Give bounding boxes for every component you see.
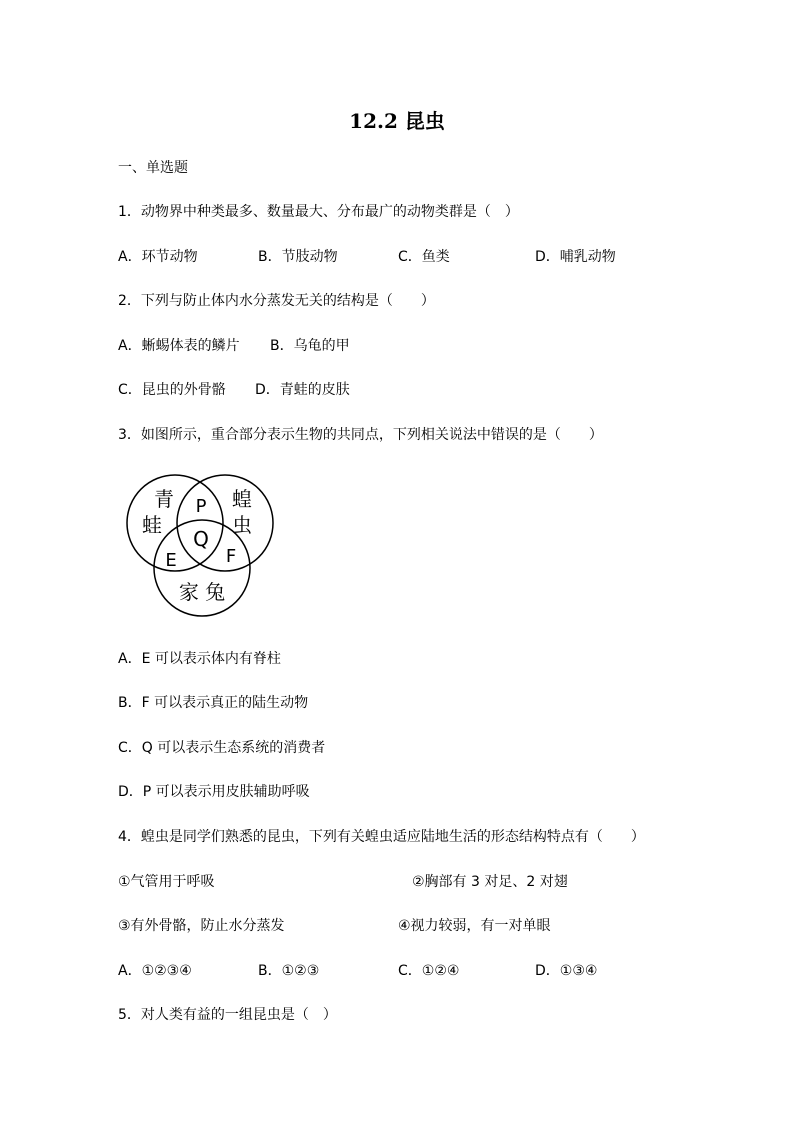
q1-option-b: B．节肢动物 xyxy=(258,249,338,265)
q2-option-d: D．青蛙的皮肤 xyxy=(255,382,350,398)
question-4-stem: 4．蝗虫是同学们熟悉的昆虫，下列有关蝗虫适应陆地生活的形态结构特点有（ ） xyxy=(118,829,645,845)
label-frog-1: 青 xyxy=(154,487,174,511)
q1-option-a: A．环节动物 xyxy=(118,249,198,265)
q1-option-d: D．哺乳动物 xyxy=(535,249,616,265)
q4-option-a: A．①②③④ xyxy=(118,963,192,979)
q4-item-2: ②胸部有 3 对足、2 对翅 xyxy=(412,874,568,890)
q4-item-4: ④视力较弱，有一对单眼 xyxy=(398,918,551,934)
q3-option-c: C．Q 可以表示生态系统的消费者 xyxy=(118,740,326,756)
question-5-stem: 5．对人类有益的一组昆虫是（ ） xyxy=(118,1007,337,1023)
question-2-stem: 2．下列与防止体内水分蒸发无关的结构是（ ） xyxy=(118,293,435,309)
label-frog-2: 蛙 xyxy=(142,513,162,537)
q3-option-d: D．P 可以表示用皮肤辅助呼吸 xyxy=(118,784,310,800)
q4-option-c: C．①②④ xyxy=(398,963,460,979)
q2-option-a: A．蜥蜴体表的鳞片 xyxy=(118,338,240,354)
q2-option-b: B．乌龟的甲 xyxy=(270,338,350,354)
label-e: E xyxy=(165,550,177,571)
label-locust-1: 蝗 xyxy=(232,487,252,511)
label-q: Q xyxy=(193,527,209,551)
q3-option-a: A．E 可以表示体内有脊柱 xyxy=(118,651,281,667)
q1-option-c: C．鱼类 xyxy=(398,249,450,265)
q4-option-d: D．①③④ xyxy=(535,963,598,979)
label-locust-2: 虫 xyxy=(232,513,252,537)
question-3-stem: 3．如图所示，重合部分表示生物的共同点，下列相关说法中错误的是（ ） xyxy=(118,427,603,443)
label-p: P xyxy=(195,496,207,517)
label-rabbit: 家 兔 xyxy=(178,580,226,604)
label-f: F xyxy=(225,546,237,567)
question-1-stem: 1．动物界中种类最多、数量最大、分布最广的动物类群是（ ） xyxy=(118,204,519,220)
section-heading: 一、单选题 xyxy=(118,160,188,176)
q4-option-b: B．①②③ xyxy=(258,963,320,979)
venn-diagram xyxy=(120,468,280,626)
page-title: 12.2 昆虫 xyxy=(349,109,445,133)
q4-item-1: ①气管用于呼吸 xyxy=(118,874,215,890)
q4-item-3: ③有外骨骼，防止水分蒸发 xyxy=(118,918,285,934)
q2-option-c: C．昆虫的外骨骼 xyxy=(118,382,226,398)
q3-option-b: B．F 可以表示真正的陆生动物 xyxy=(118,695,309,711)
